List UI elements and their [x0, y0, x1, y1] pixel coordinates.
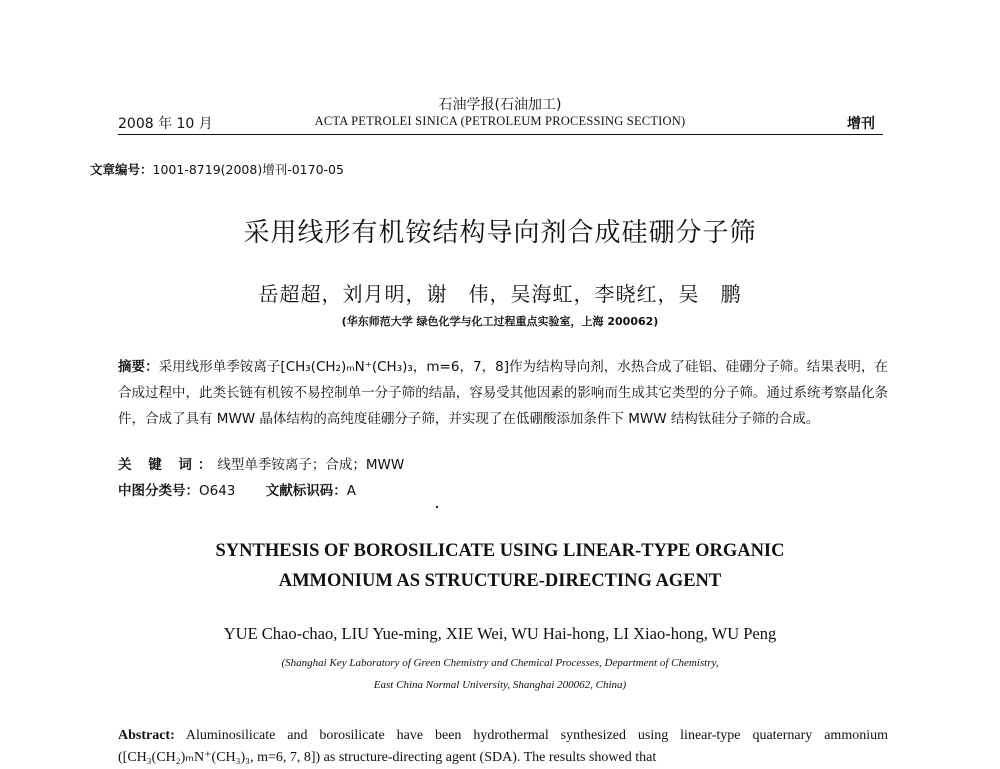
paper-title-en [0, 536, 1000, 596]
affiliation-en [0, 652, 1000, 696]
abstract-cn-label: 摘要： [118, 359, 159, 375]
authors-en: YUE Chao-chao, LIU Yue-ming, XIE Wei, WU Hai-hong, LI Xiao-hong, WU Peng [223, 624, 777, 643]
affiliation-cn: (华东师范大学 绿色化学与化工过程重点实验室，上海 200062) [341, 315, 659, 328]
doc-code-label: 文献标识码： [265, 483, 347, 499]
abstract-en [118, 725, 888, 769]
article-number [90, 160, 344, 178]
keywords-cn-text: 线型单季铵离子；合成；MWW [217, 457, 405, 473]
doc-code-value: A [346, 483, 356, 499]
paper-title-en-line1: SYNTHESIS OF BOROSILICATE USING LINEAR-TYPE ORGANIC [215, 541, 785, 561]
keywords-cn [118, 453, 404, 473]
abstract-cn [118, 354, 888, 432]
abstract-cn-text: 采用线形单季铵离子[CH₃(CH₂)ₘN⁺(CH₃)₃，m=6，7，8]作为结构导向剂，水热合成了硅铝、硅硼分子筛。结果表明，在合成过程中，此类长链有机铵不易控制单一分子筛的结晶，容易受其他因素的影响而生成其它类型的分子筛。通过系统考察晶化条件，合成了具有 MWW 晶体结构的高纯度硅硼分子筛，并实现了在低硼酸添加条件下 MWW 结构钛硅分子筛的合成。 [118, 359, 888, 427]
paper-title-cn: 采用线形有机铵结构导向剂合成硅硼分子筛 [243, 218, 757, 248]
article-number-label: 文章编号： [90, 162, 153, 177]
paper-title-en-line2: AMMONIUM AS STRUCTURE-DIRECTING AGENT [278, 571, 722, 591]
stray-dot [436, 506, 438, 508]
classification-cn [118, 479, 356, 499]
supplement-label: 增刊 [847, 116, 875, 132]
keywords-cn-label: 关 键 词： [118, 457, 218, 473]
clc-label: 中图分类号： [118, 483, 199, 499]
clc-value: O643 [199, 483, 236, 499]
affiliation-en-line1: (Shanghai Key Laboratory of Green Chemistry and Chemical Processes, Department of Chemistry, [281, 657, 719, 669]
journal-title-cn: 石油学报(石油加工) [438, 97, 562, 113]
affiliation-en-line2: East China Normal University, Shanghai 200062, China) [373, 679, 627, 691]
header-divider [118, 134, 883, 135]
abstract-en-label: Abstract: [118, 728, 175, 743]
abstract-en-text: Aluminosilicate and borosilicate have been hydrothermal synthesized using linear-type quaternary ammonium ([CH₃(CH₂)ₘN⁺(CH₃)₃, m=6, 7, 8]) as structure-directing agent (SDA). The results showed that [118, 728, 888, 765]
issue-date: 2008 年 10 月 [118, 116, 213, 132]
journal-title-en: ACTA PETROLEI SINICA (PETROLEUM PROCESSING SECTION) [314, 114, 686, 128]
article-number-value: 1001-8719(2008)增刊-0170-05 [152, 162, 344, 177]
authors-cn: 岳超超，刘月明，谢 伟，吴海虹，李晓红，吴 鹏 [258, 282, 742, 306]
